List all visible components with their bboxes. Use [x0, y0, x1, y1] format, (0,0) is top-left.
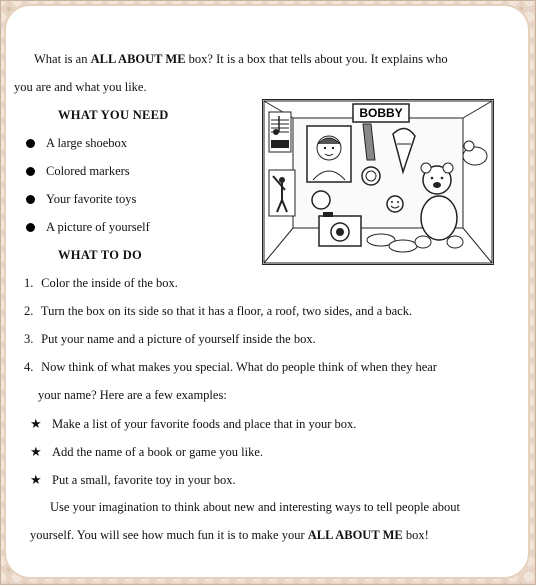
smiley-icon: [387, 196, 403, 212]
example-item: [30, 410, 356, 438]
all-about-me-box-illustration: [262, 99, 494, 265]
intro-text: What is an: [34, 52, 91, 66]
step-number: 2.: [24, 304, 34, 318]
need-item-label: Your favorite toys: [46, 192, 137, 206]
example-item: [30, 438, 263, 466]
todo-step: [24, 326, 316, 353]
baseball-icon: [312, 191, 330, 209]
need-item-label: A large shoebox: [46, 136, 128, 150]
closing-line-2: [30, 522, 429, 549]
step-text: Turn the box on its side so that it has a floor, a roof, two sides, and a back.: [40, 304, 413, 318]
need-item: [26, 158, 130, 185]
need-item: [26, 130, 127, 157]
step-number: 3.: [24, 332, 34, 346]
baseball-player-icon: [269, 170, 295, 216]
step-text: Now think of what makes you special. What do people think of when they hear: [41, 360, 437, 374]
bullet-dot-icon: [26, 223, 35, 232]
music-note-icon: [269, 112, 291, 152]
bullet-dot-icon: [26, 167, 35, 176]
intro-line-2: you are and what you like.: [14, 80, 147, 94]
need-item-label: Colored markers: [46, 164, 130, 178]
intro-emphasis: ALL ABOUT ME: [90, 52, 186, 66]
example-item: [30, 466, 236, 494]
bullet-dot-icon: [26, 195, 35, 204]
example-text: Make a list of your favorite foods and place that in your box.: [52, 417, 357, 431]
todo-step: [24, 270, 178, 297]
star-icon: ★: [30, 416, 42, 431]
step-number: 4.: [24, 360, 34, 374]
need-item: [26, 186, 136, 213]
closing-line-1: Use your imagination to think about new and interesting ways to tell people about: [50, 500, 460, 514]
example-text: Add the name of a book or game you like.: [52, 445, 264, 459]
closing-text-end: box!: [402, 528, 429, 542]
need-item: [26, 214, 150, 241]
todo-step: [24, 354, 437, 381]
need-item-label: A picture of yourself: [46, 220, 150, 234]
closing-text: yourself. You will see how much fun it is to make your: [30, 528, 308, 542]
portrait-icon: [307, 126, 351, 182]
what-to-do-heading: WHAT TO DO: [58, 248, 143, 262]
intro-text-cont: box? It is a box that tells about you. It explains who: [185, 52, 448, 66]
star-icon: ★: [30, 472, 42, 487]
closing-emphasis: ALL ABOUT ME: [307, 528, 403, 542]
box-drawing: [263, 100, 493, 264]
step-text: Color the inside of the box.: [41, 276, 178, 290]
what-you-need-heading: WHAT YOU NEED: [58, 108, 169, 122]
name-sign-label: BOBBY: [359, 106, 403, 120]
star-icon: ★: [30, 444, 42, 459]
todo-step: [24, 298, 412, 325]
step-number: 1.: [24, 276, 34, 290]
bullet-dot-icon: [26, 139, 35, 148]
todo-step-continuation: your name? Here are a few examples:: [38, 388, 227, 402]
example-text: Put a small, favorite toy in your box.: [52, 473, 236, 487]
document-body: [14, 16, 514, 572]
camera-icon: [319, 212, 361, 246]
step-text: Put your name and a picture of yourself inside the box.: [41, 332, 316, 346]
intro-line-1: [34, 46, 448, 73]
